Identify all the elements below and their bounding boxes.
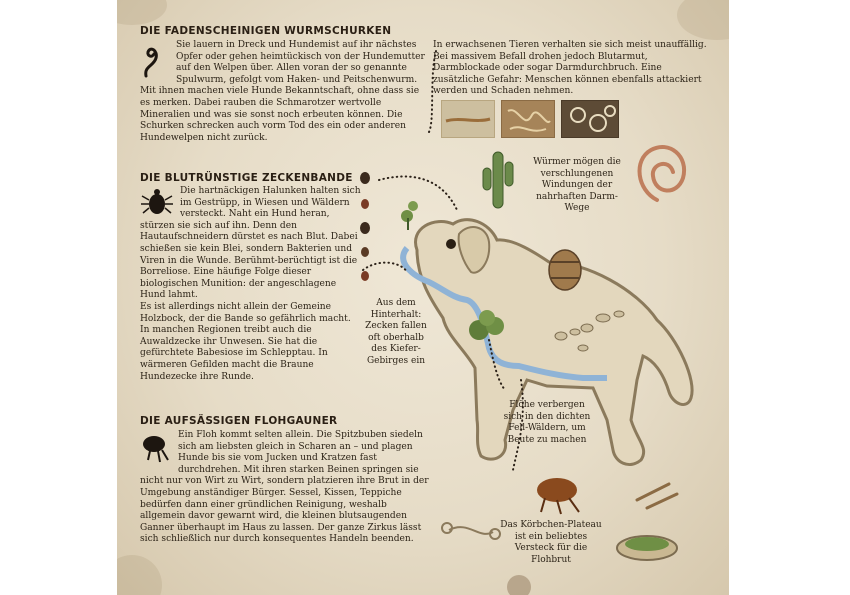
plant-icon (401, 201, 418, 230)
tick-column (360, 172, 370, 281)
connector-dots (429, 48, 437, 132)
worms-heading: DIE FADENSCHEINIGEN WURMSCHURKEN (140, 25, 392, 37)
barrel-icon (549, 250, 581, 290)
parchment-page (117, 0, 729, 595)
twigs-icon (637, 484, 677, 508)
connector-dots (379, 176, 457, 210)
bone-icon (442, 523, 500, 539)
flea-illustration (537, 478, 579, 514)
fleas-heading: DIE AUFSÄSSIGEN FLOHGAUNER (140, 415, 338, 427)
dog-eye (446, 239, 456, 249)
worms-note: Würmer mögen die verschlungenen Windungen der nahrhaften Darm-Wege (533, 157, 621, 213)
ticks-note: Aus dem Hinterhalt: Zecken fallen oft oberhalb des Kiefer-Gebirges ein (365, 298, 427, 366)
fleas-text: Ein Floh kommt selten allein. Die Spitzbuben siedeln sich am liebsten gleich in Scharen an – und plagen Hunde bis sie vom Jucken und Kratzen fast durchdrehen. Mit ihren starken Beinen springen sie nicht nur von Wirt zu Wirt, sondern platzieren ihre Brut in der Umgebung anständiger Bürger. Sessel, Kissen, Teppiche bedürfen dann einer gründlichen Reinigung, weshalb allgemein davor gewarnt wird, die kleinen blutsaugenden Ganner überhaupt im Haus zu lassen. Der ganze Zirkus lässt sich schließlich nur durch konsequentes Handeln beenden. (140, 430, 429, 545)
fleas-note: Flöhe verbergen sich in den dichten Fell-Wäldern, um Beute zu machen (503, 400, 591, 445)
worms-text: Sie lauern in Dreck und Hundemist auf ihr nächstes Opfer oder gehen heimtückisch von der Hundemutter auf den Welpen über. Allen voran der so genannte Spulwurm, gefolgt vom Haken- und Peitschenwurm. Mit ihnen machen viele Hunde Bekanntschaft, ohne dass sie es merken. Dabei rauben die Schmarotzer wertvolle Mineralien und was sie sonst noch erbeuten können. Die Schurken schrecken auch vorm Tod des ein oder anderen Hundewelpen nicht zurück. (140, 40, 425, 143)
basket-note: Das Körbchen-Plateau ist ein beliebtes Versteck für die Flohbrut (500, 520, 602, 565)
ticks-heading: DIE BLUTRÜNSTIGE ZECKENBANDE (140, 172, 353, 184)
cactus-icon (483, 152, 513, 208)
ticks-text: Die hartnäckigen Halunken halten sich im Gestrüpp, in Wiesen und Wäldern versteckt. Naht ein Hund heran, stürzen sie sich auf ihn. Denn den Hautaufschneidern dürstet es nach Blut. Dabei schießen sie kein Blei, sondern Bakterien und Viren in die Wunde. Berühmt-berüchtigt ist die Borreliose. Eine häufige Folge dieser biologischen Munition: der angeschlagene Hund lahmt. Es ist allerdings nicht allein der Gemeine Holzbock, der die Bande so gefährlich macht. In manchen Regionen treibt auch die Auwaldzecke ihr Unwesen. Sie hat die gefürchtete Babesiose im Schlepptau. In wärmeren Gefilden macht die Braune Hundezecke ihre Runde. (140, 186, 361, 382)
worms-side-text: In erwachsenen Tieren verhalten sie sich meist unauffällig. Bei massivem Befall drohen jedoch Blutarmut, Darmblockade oder sogar Darmdurchbruch. Eine zusätzliche Gefahr: Menschen können ebenfalls attackiert werden und Schaden nehmen. (433, 40, 707, 97)
coiled-worm (640, 147, 685, 200)
basket-icon (617, 536, 677, 560)
connector-dots (363, 263, 407, 272)
